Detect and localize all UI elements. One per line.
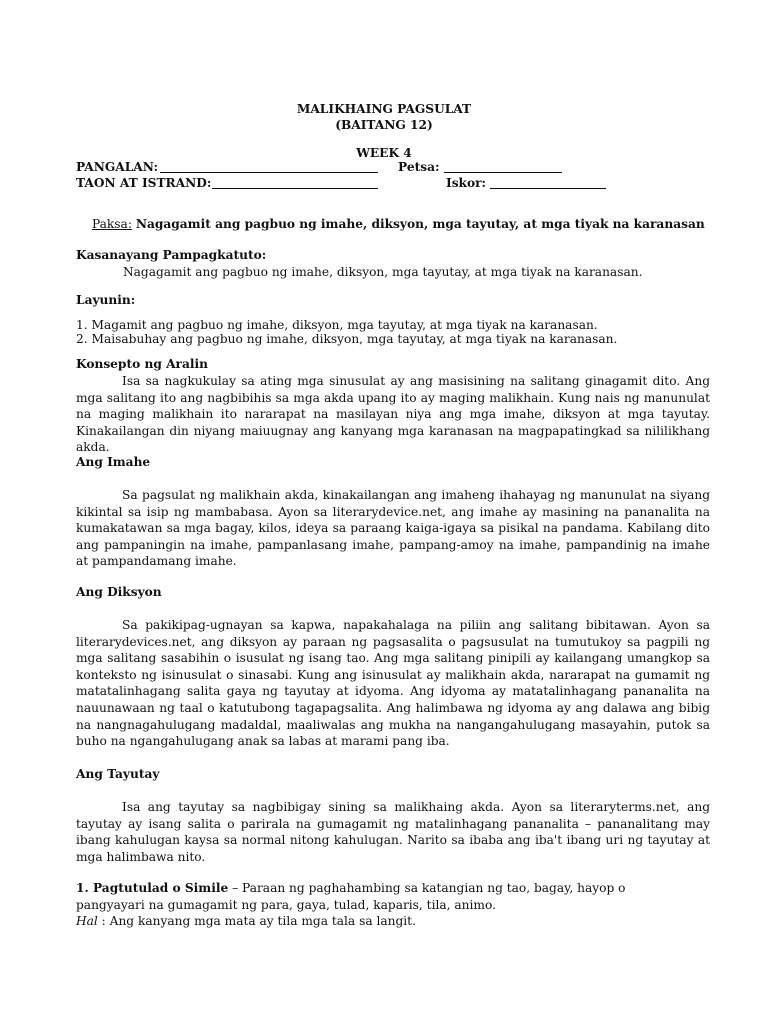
topic-line: [92, 217, 705, 231]
score-field[interactable]: [490, 177, 606, 189]
simile-term: 1. Pagtutulad o Simile: [76, 881, 229, 895]
score-label: Iskor:: [446, 176, 487, 190]
date-field[interactable]: [444, 161, 562, 173]
topic-text: Nagagamit ang pagbuo ng imahe, diksyon, mga tayutay, at mga tiyak na karanasan: [135, 217, 705, 231]
strand-field[interactable]: [212, 177, 378, 189]
grade-level: (BAITANG 12): [335, 118, 433, 132]
imahe-heading: Ang Imahe: [76, 455, 151, 469]
week-label: WEEK 4: [356, 146, 412, 160]
document-title: MALIKHAING PAGSULAT: [296, 102, 472, 116]
objective-item: 2. Maisabuhay ang pagbuo ng imahe, diksyon, mga tayutay, at mga tiyak na karanasan.: [76, 332, 618, 346]
objectives-heading: Layunin:: [76, 293, 136, 307]
simile-definition: – Paraan ng paghahambing sa katangian ng tao, bagay, hayop o: [228, 881, 626, 895]
competency-heading: Kasanayang Pampagkatuto:: [76, 248, 267, 262]
tayutay-paragraph: Isa ang tayutay sa nagbibigay sining sa malikhaing akda. Ayon sa literaryterms.net, ang tayutay ay isang salita o parirala na gumagamit ng matalinhagang pananalita – pananalitang may ibang kahulugan kaysa sa normal nitong kahulugan. Narito sa ibaba ang iba't ibang uri ng tayutay at mga halimbawa nito.: [76, 800, 710, 864]
strand-label: TAON AT ISTRAND:: [76, 176, 212, 190]
diksyon-paragraph: Sa pakikipag-ugnayan sa kapwa, napakahalaga na piliin ang salitang bibitawan. Ayon sa literarydevices.net, ang diksyon ay paraan ng pagsasalita o pagsusulat na tumutukoy sa pagpili ng mga salitang sasabihin o isusulat ng isang tao. Ang mga salitang pinipili ay kailangang umangkop sa konteksto ng isinusulat o sinasabi. Kung ang isinusulat ay malikhain akda, nararapat na gumamit ng matatalinhagang salita gaya ng tayutay at idyoma. Ang idyoma ay matatalinhagang pananalita na nauunawaan ng taal o katutubong tagapagsalita. Ang halimbawa ng idyoma ay ang dalawa ang bibig na nangnagahulugang madaldal, maaliwalas ang mukha na nangangahulugang masayahin, putok sa buho na ngangahulugang anak sa labas at marami pang iba.: [76, 618, 710, 749]
imahe-paragraph: Sa pagsulat ng malikhain akda, kinakailangan ang imaheng ihahayag ng manunulat na siyang kikintal sa isip ng mambabasa. Ayon sa literarydevice.net, ang imahe ay masining na pananalita na kumakatawan sa mga bagay, kilos, ideya sa paraang kaiga-igaya sa pisikal na pandama. Kabilang dito ang pampaningin na imahe, pampanlasang imahe, pampang-amoy na imahe, pampandinig na imahe at pampandamang imahe.: [76, 488, 710, 569]
objective-item: 1. Magamit ang pagbuo ng imahe, diksyon, mga tayutay, at mga tiyak na karanasan.: [76, 318, 598, 332]
example-label: Hal: [76, 914, 98, 928]
competency-text: Nagagamit ang pagbuo ng imahe, diksyon, mga tayutay, at mga tiyak na karanasan.: [123, 265, 643, 279]
concept-heading: Konsepto ng Aralin: [76, 357, 208, 371]
concept-paragraph: Isa sa nagkukulay sa ating mga sinusulat ay ang masisining na salitang ginagamit dito. Ang mga salitang ito ang nagbibihis sa mga akda upang ito ay maging malikhain. Kung nais ng manunulat na maging malikhain ito nararapat na masilayan niya ang mga imahe, diksyon at mga tayutay. Kinakailangan din niyang maiuugnay ang kanyang mga karanasan na magpapatingkad sa nililikhang akda.: [76, 374, 710, 455]
example-text: : Ang kanyang mga mata ay tila mga tala sa langit.: [97, 914, 416, 928]
date-label: Petsa:: [398, 160, 440, 174]
tayutay-heading: Ang Tayutay: [76, 767, 160, 781]
diksyon-heading: Ang Diksyon: [76, 585, 162, 599]
simile-line: [76, 881, 626, 895]
simile-example: [76, 914, 416, 928]
simile-definition-cont: pangyayari na gumagamit ng para, gaya, tulad, kaparis, tila, animo.: [76, 898, 496, 912]
name-field[interactable]: [160, 161, 378, 173]
topic-label: Paksa:: [92, 217, 132, 231]
name-label: PANGALAN:: [76, 160, 158, 174]
